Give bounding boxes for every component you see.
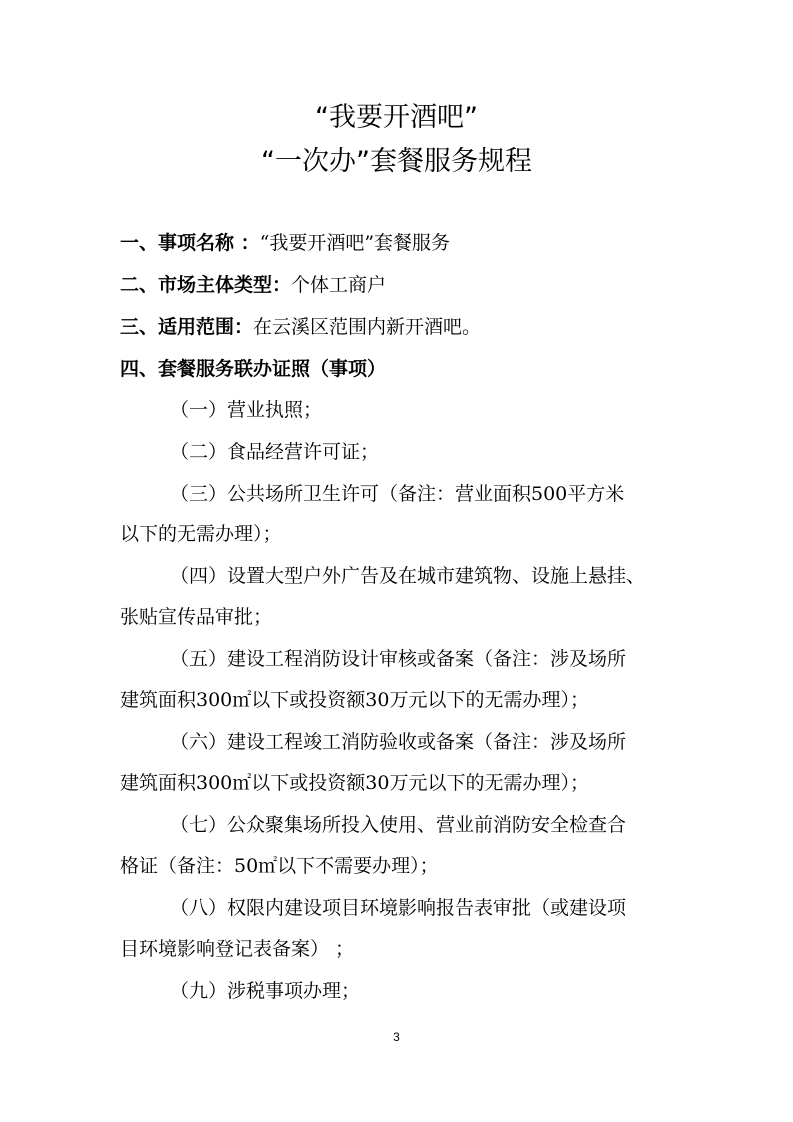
section-item-name — [120, 230, 450, 256]
section-heading: 一、事项名称 ： — [120, 232, 260, 254]
list-item-2: （二）食品经营许可证； — [170, 441, 380, 463]
list-item-6-continued: 建筑面积300㎡以下或投资额30万元以下的无需办理）； — [120, 772, 589, 794]
list-item-3-continued: 以下的无需办理）； — [120, 523, 282, 545]
list-item-6: （六）建设工程竣工消防验收或备案（备注：涉及场所 — [170, 731, 627, 753]
list-item-5: （五）建设工程消防设计审核或备案（备注：涉及场所 — [170, 648, 627, 670]
list-item-3: （三）公共场所卫生许可（备注：营业面积500平方米 — [170, 483, 625, 505]
list-item-8-continued: 目环境影响登记表备案） ； — [120, 938, 355, 960]
list-item-5-continued: 建筑面积300㎡以下或投资额30万元以下的无需办理）； — [120, 689, 589, 711]
list-item-8: （八）权限内建设项目环境影响报告表审批（或建设项 — [170, 897, 627, 919]
section-joint-services — [120, 356, 386, 382]
section-entity-type — [120, 272, 386, 298]
section-text: “我要开酒吧”套餐服务 — [259, 232, 451, 254]
section-scope — [120, 314, 481, 340]
list-item-4-continued: 张贴宣传品审批； — [120, 606, 273, 628]
document-title-line-1: “我要开酒吧” — [315, 102, 478, 133]
page-number: 3 — [393, 1030, 400, 1044]
section-text: 个体工商户 — [291, 274, 387, 296]
list-item-7: （七）公众聚集场所投入使用、营业前消防安全检查合 — [170, 814, 627, 836]
document-title-line-2: “一次办”套餐服务规程 — [261, 146, 532, 177]
section-text: 在云溪区范围内新开酒吧。 — [253, 316, 482, 338]
list-item-7-continued: 格证（备注：50㎡以下不需要办理）； — [120, 855, 439, 877]
list-item-9: （九）涉税事项办理； — [170, 980, 361, 1002]
list-item-4: （四）设置大型户外广告及在城市建筑物、设施上悬挂、 — [170, 565, 646, 587]
section-heading: 三、适用范围： — [120, 316, 254, 338]
section-heading: 二、市场主体类型： — [120, 274, 292, 296]
list-item-1: （一）营业执照； — [170, 399, 323, 421]
section-heading: 四、套餐服务联办证照（事项） — [120, 358, 387, 380]
